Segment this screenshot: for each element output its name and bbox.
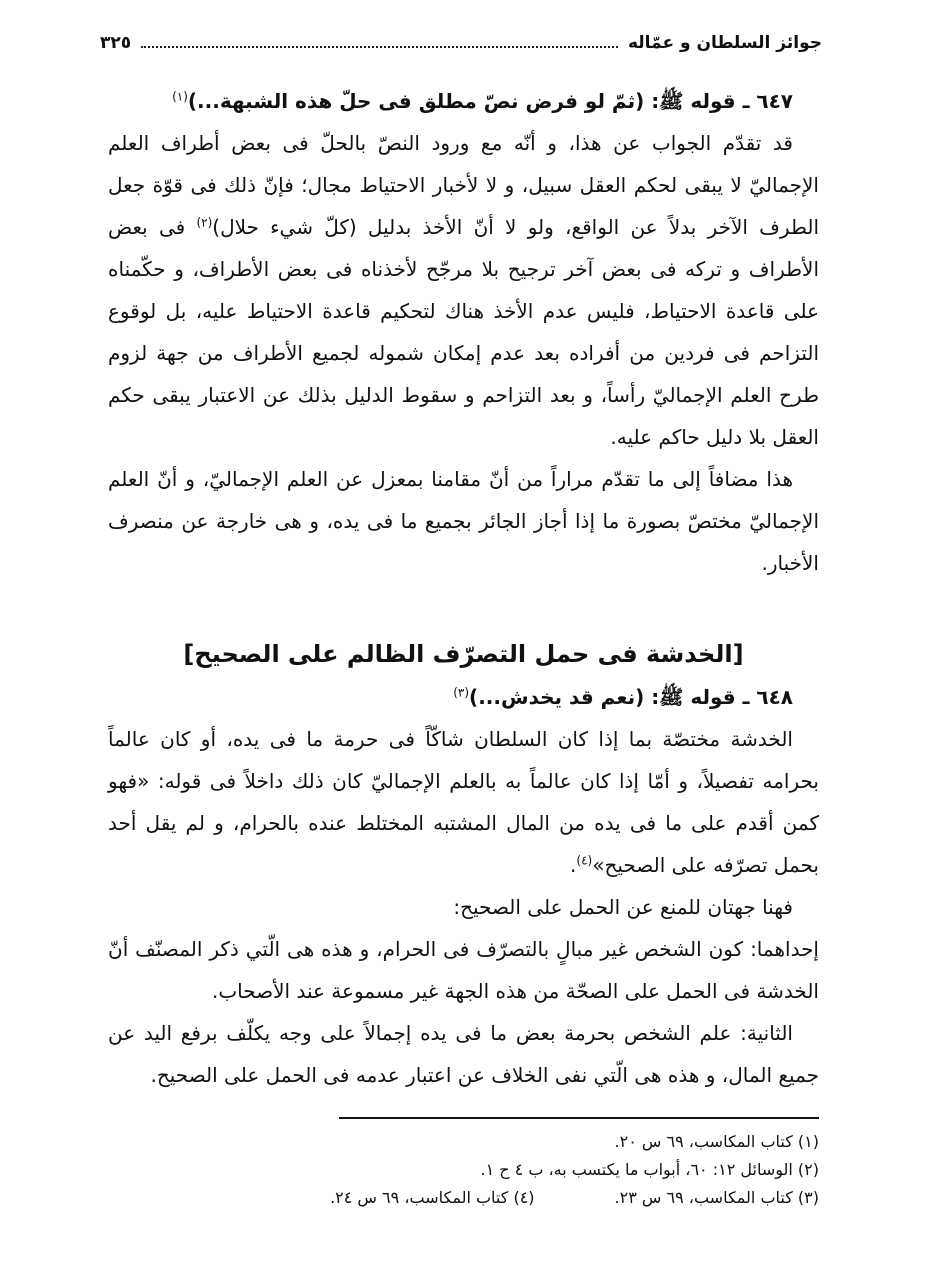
footnote-3: (٣) كتاب المكاسب، ٦٩ س ٢٣. [614, 1188, 819, 1207]
paragraph-3-text: الخدشة مختصّة بما إذا كان السلطان شاكّاً فى حرمة ما فى يده، أو كان عالماً بحرامه تفصيلاً، و أمّا إذا كان عالماً به بالعلم الإجماليّ كان ذلك داخلاً فى قوله: «فهو كمن أقدم على ما فى يده من المال المشتبه المختلط عنده بالحرام، و لم يقل أحد بحمل تصرّفه على الصحيح» [108, 727, 819, 877]
page-number: ٣٢٥ [100, 33, 132, 53]
footnote-4: (٤) كتاب المكاسب، ٦٩ س ٢٤. [330, 1188, 535, 1207]
footnote-ref-4: (٤) [576, 853, 593, 868]
lead-648: ٦٤٨ ـ قوله ﷺ: (نعم قد يخدش...) [469, 685, 793, 709]
paragraph-5: إحداهما: كون الشخص غير مبالٍ بالتصرّف فى الحرام، و هذه هى الّتي ذكر المصنّف أنّ الخدشة فى الحمل على الصحّة من هذه الجهة غير مسموعة عند الأصحاب. [108, 937, 819, 1003]
page-header [100, 28, 822, 58]
body-text [108, 80, 819, 1096]
commentary-647-heading [108, 80, 819, 122]
footnote-ref-2: (٢) [196, 215, 213, 230]
footnote-separator [339, 1117, 819, 1119]
section-heading: [الخدشة فى حمل التصرّف الظالم على الصحيح] [183, 640, 744, 668]
paragraph-1 [108, 122, 819, 458]
paragraph-1-part-b: فى بعض الأطراف و تركه فى بعض آخر ترجيح بلا مرجّح لأخذناه فى بعض الأطراف، و حكّمناه على قاعدة الاحتياط، فليس عدم الأخذ هناك لتحكيم قاعدة الاحتياط عليه، بل لوقوع التزاحم فى فردين من أفراده بعد عدم إمكان شموله لجميع الأطراف من جهة لزوم طرح العلم الإجماليّ رأساً، و بعد التزاحم و سقوط الدليل بذلك عن الاعتبار يبقى حكم العقل بلا دليل حاكم عليه. [108, 215, 819, 449]
footnote-2: (٢) الوسائل ١٢: ٦٠، أبواب ما يكتسب به، ب ٤ ح ١. [480, 1160, 819, 1179]
paragraph-3-end: . [570, 853, 577, 877]
paragraph-3 [108, 718, 819, 886]
footnote-ref-3: (٣) [453, 685, 470, 700]
lead-647: ٦٤٧ ـ قوله ﷺ: (ثمّ لو فرض نصّ مطلق فى حلّ هذه الشبهة...) [187, 89, 793, 113]
footnote-row-3-4 [108, 1184, 819, 1212]
paragraph-4: فهنا جهتان للمنع عن الحمل على الصحيح: [453, 895, 793, 919]
paragraph-1-part-a: قد تقدّم الجواب عن هذا، و أنّه مع ورود النصّ بالحلّ فى بعض أطراف العلم الإجماليّ لا يبقى لحكم العقل سبيل، و لا لأخبار الاحتياط مجال؛ فإنّ ذلك فى قوّة جعل الطرف الآخر بدلاً عن الواقع، ولو لا أنّ الأخذ بدليل (كلّ شيء حلال) [108, 131, 819, 239]
commentary-648-heading [108, 676, 819, 718]
footnote-1: (١) كتاب المكاسب، ٦٩ س ٢٠. [614, 1132, 819, 1151]
paragraph-6: الثانية: علم الشخص بحرمة بعض ما فى يده إجمالاً على وجه يكلّف برفع اليد عن جميع المال، و هذه هى الّتي نفى الخلاف عن اعتبار عدمه فى الحمل على الصحيح. [108, 1021, 819, 1087]
header-dot-leader [141, 38, 618, 48]
paragraph-2: هذا مضافاً إلى ما تقدّم مراراً من أنّ مقامنا بمعزل عن العلم الإجماليّ، و أنّ العلم الإجماليّ مختصّ بصورة ما إذا أجاز الجائر بجميع ما فى يده، و هى خارجة عن منصرف الأخبار. [108, 467, 819, 575]
footnotes [108, 1128, 819, 1212]
running-title: جوائز السلطان و عمّاله [627, 33, 822, 53]
section-gap [108, 584, 819, 626]
footnote-ref-1: (١) [172, 89, 188, 104]
